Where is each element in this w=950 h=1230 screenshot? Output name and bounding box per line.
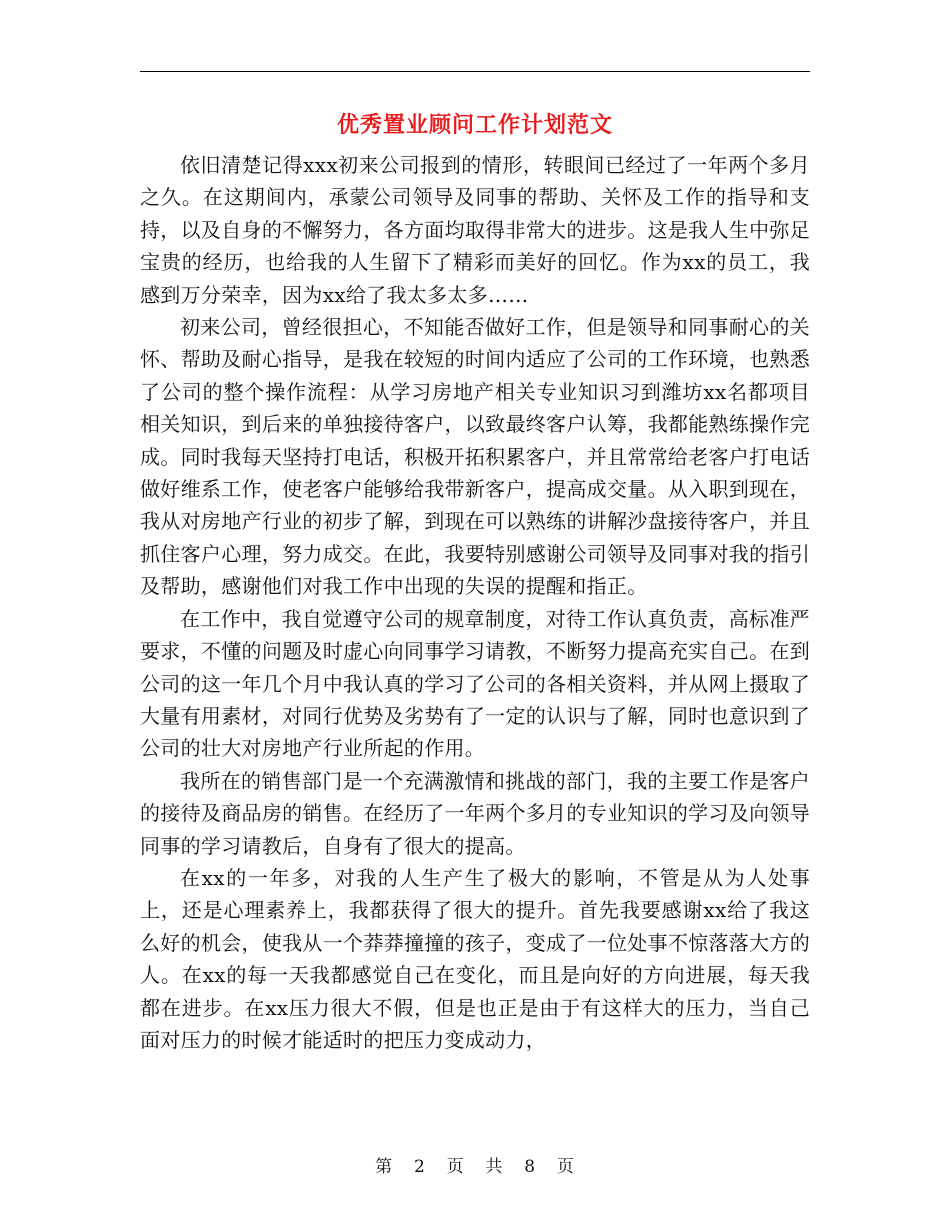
paragraph: 依旧清楚记得xxx初来公司报到的情形，转眼间已经过了一年两个多月之久。在这期间内，承蒙公司领导及同事的帮助、关怀及工作的指导和支持，以及自身的不懈努力，各方面均取得非常大的进步。这是我人生中弥足宝贵的经历，也给我的人生留下了精彩而美好的回忆。作为xx的员工，我感到万分荣幸，因为xx给了我太多太多……: [140, 153, 810, 307]
footer-total-word: 共: [485, 1157, 504, 1177]
footer-suffix: 页: [556, 1157, 575, 1177]
paragraph: 我所在的销售部门是一个充满激情和挑战的部门，我的主要工作是客户的接待及商品房的销售。在经历了一年两个多月的专业知识的学习及向领导同事的学习请教后，自身有了很大的提高。: [140, 768, 810, 858]
footer-total-pages: 8: [524, 1157, 537, 1177]
page-footer: [0, 1152, 950, 1177]
document-title: 优秀置业顾问工作计划范文: [336, 112, 613, 138]
footer-current-page: 2: [413, 1157, 426, 1177]
document-body: [140, 149, 810, 1056]
paragraph: 在xx的一年多，对我的人生产生了极大的影响，不管是从为人处事上，还是心理素养上，我都获得了很大的提升。首先我要感谢xx给了我这么好的机会，使我从一个莽莽撞撞的孩子，变成了一位处事不惊落落大方的人。在xx的每一天我都感觉自己在变化，而且是向好的方向进展，每天我都在进步。在xx压力很大不假，但是也正是由于有这样大的压力，当自己面对压力的时候才能适时的把压力变成动力，: [140, 865, 810, 1052]
paragraph: 初来公司，曾经很担心，不知能否做好工作，但是领导和同事耐心的关怀、帮助及耐心指导，是我在较短的时间内适应了公司的工作环境，也熟悉了公司的整个操作流程：从学习房地产相关专业知识习到潍坊xx名都项目相关知识，到后来的单独接待客户，以致最终客户认筹，我都能熟练操作完成。同时我每天坚持打电话，积极开拓积累客户，并且常常给老客户打电话做好维系工作，使老客户能够给我带新客户，提高成交量。从入职到现在，我从对房地产行业的初步了解，到现在可以熟练的讲解沙盘接待客户，并且抓住客户心理，努力成交。在此，我要特别感谢公司领导及同事对我的指引及帮助，感谢他们对我工作中出现的失误的提醒和指正。: [140, 315, 810, 599]
footer-prefix: 第: [375, 1157, 394, 1177]
footer-page-word: 页: [446, 1157, 465, 1177]
header-rule: [140, 71, 810, 72]
paragraph: 在工作中，我自觉遵守公司的规章制度，对待工作认真负责，高标准严要求，不懂的问题及时虚心向同事学习请教，不断努力提高充实自己。在到公司的这一年几个月中我认真的学习了公司的各相关资料，并从网上摄取了大量有用素材，对同行优势及劣势有了一定的认识与了解，同时也意识到了公司的壮大对房地产行业所起的作用。: [140, 606, 810, 761]
